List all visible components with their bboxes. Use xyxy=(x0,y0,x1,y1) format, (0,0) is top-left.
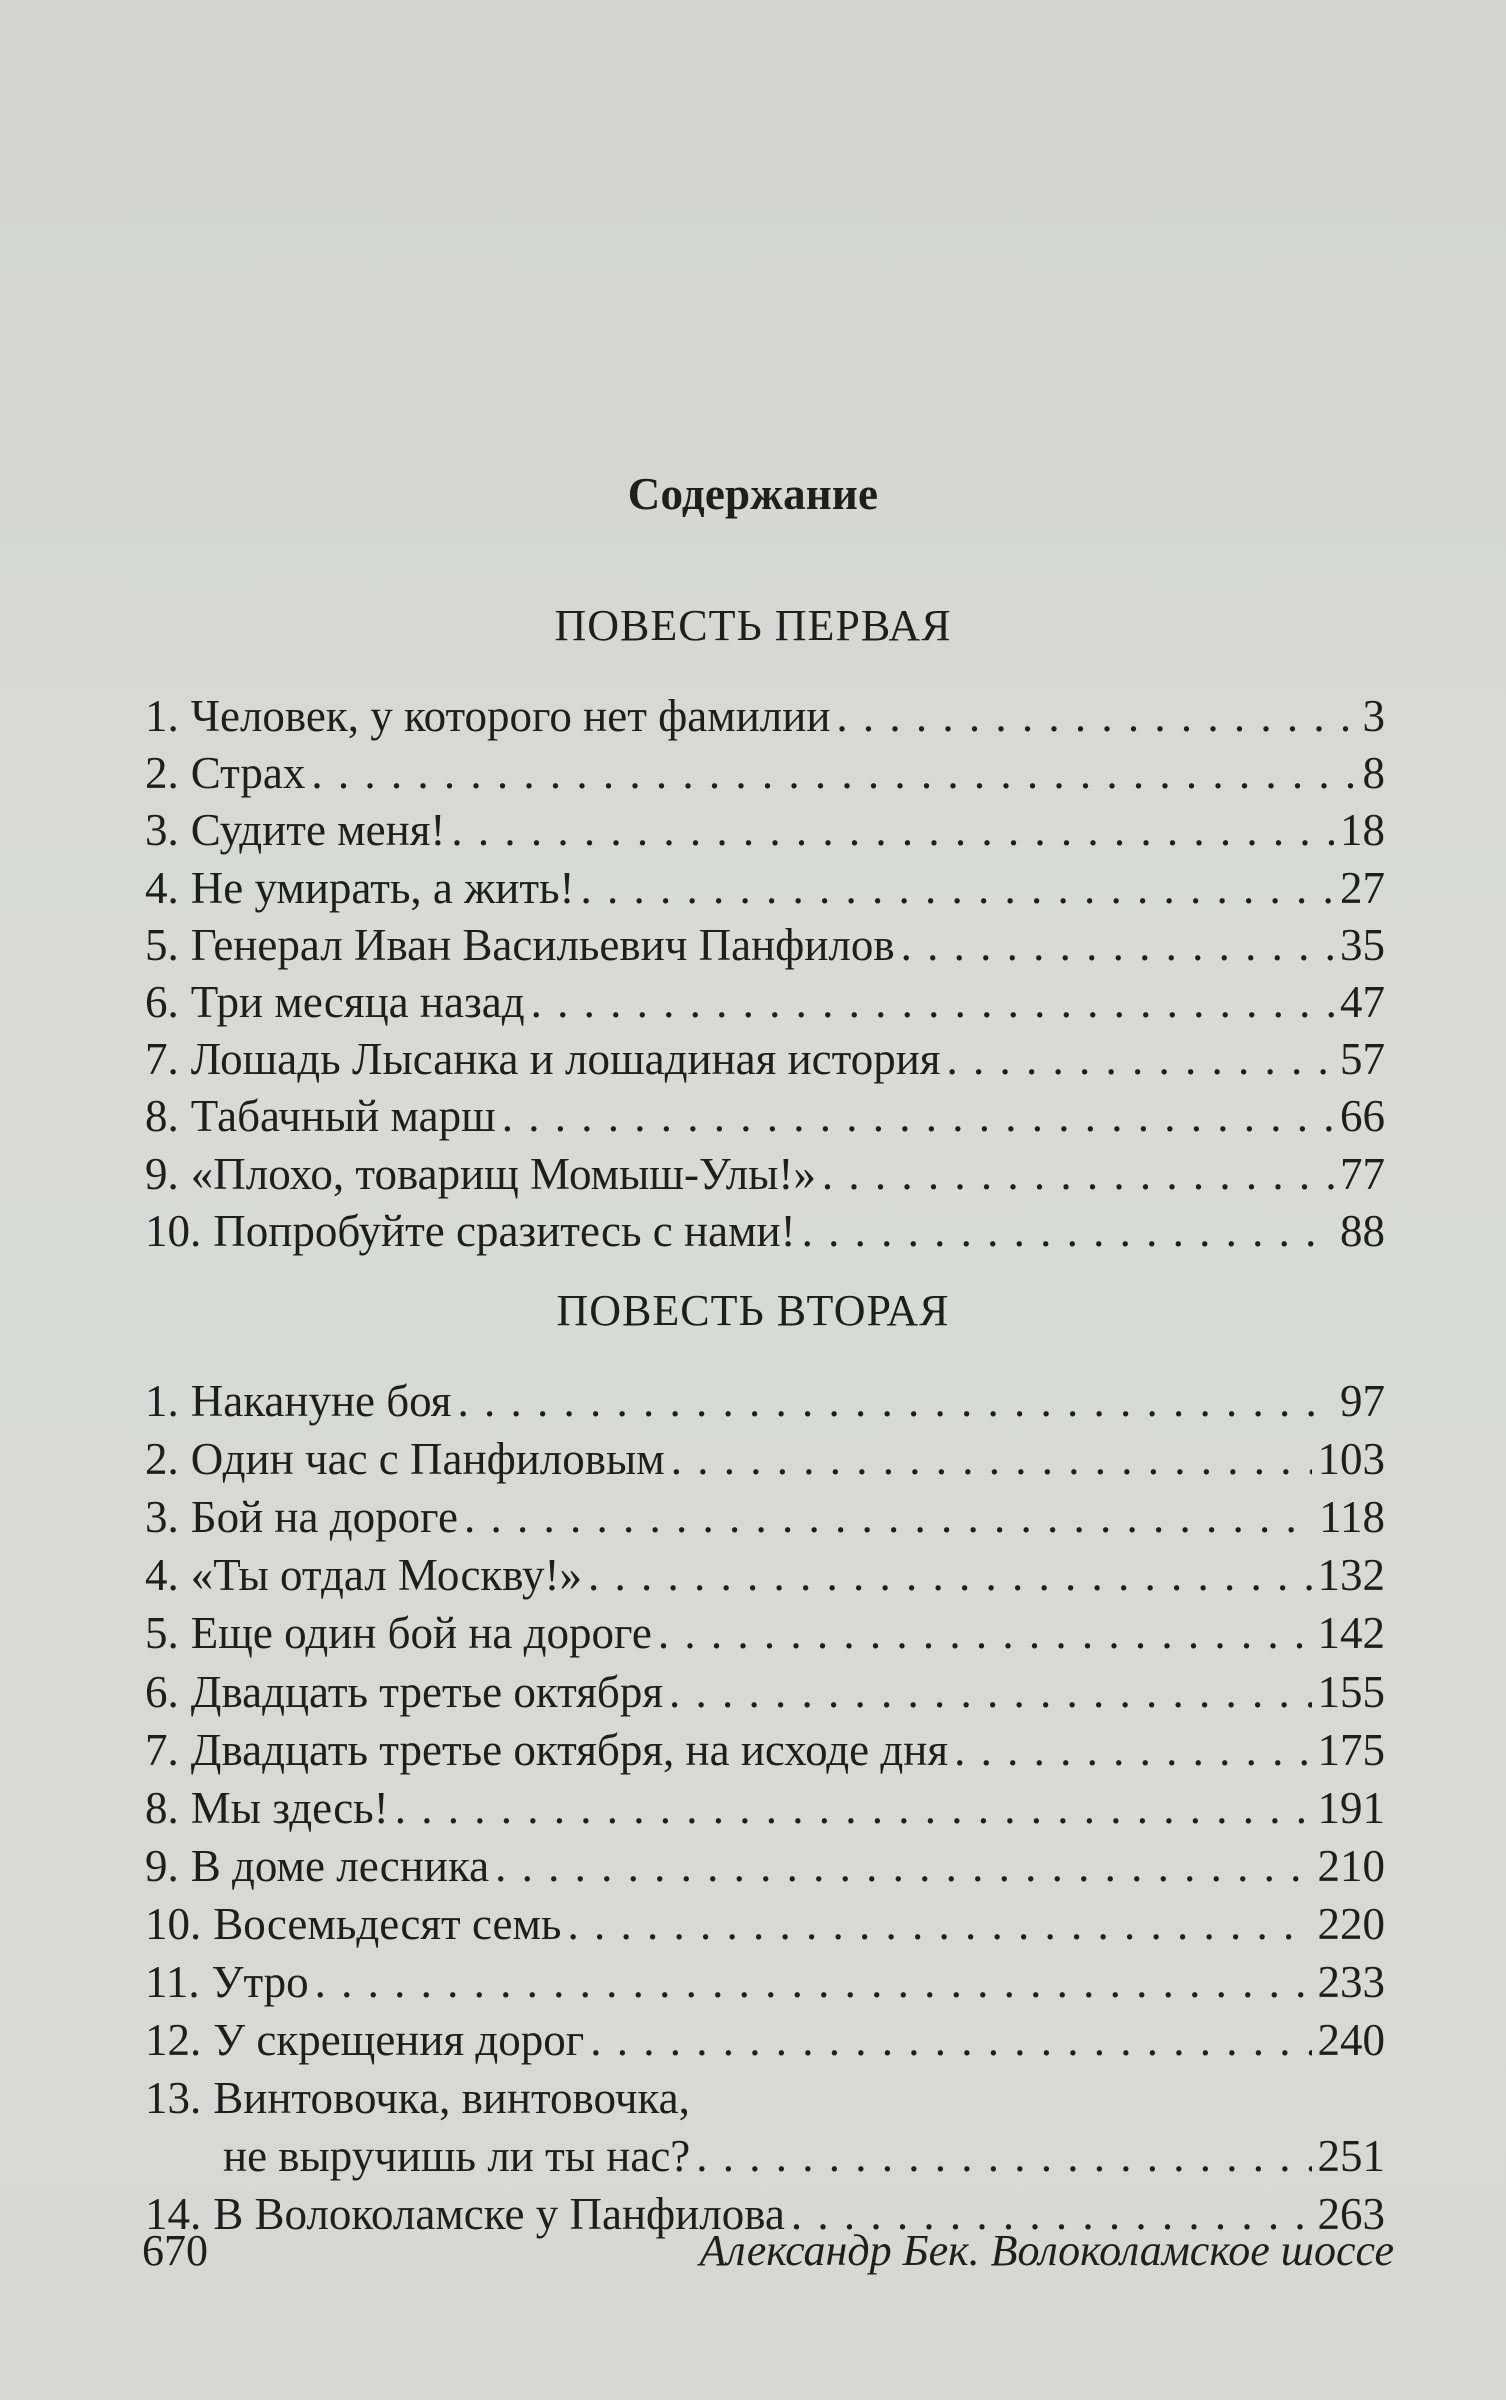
toc-entry-title: Накануне боя xyxy=(190,1376,452,1426)
toc-entry-page: 57 xyxy=(1340,1034,1385,1085)
toc-entry-page: 97 xyxy=(1340,1376,1385,1426)
toc-entry xyxy=(145,1605,1385,1661)
page-number: 670 xyxy=(142,2226,208,2275)
toc-leader-dots xyxy=(496,1088,1334,1144)
toc-entry-number: 8. xyxy=(145,1091,179,1142)
toc-entry xyxy=(145,1896,1385,1952)
toc-leader-dots xyxy=(690,2128,1311,2184)
toc-entry xyxy=(145,1722,1385,1778)
toc-entry-title: Двадцать третье октября, на исходе дня xyxy=(190,1724,949,1775)
toc-entry-number: 10. xyxy=(145,1205,202,1256)
toc-leader-dots xyxy=(816,1146,1334,1202)
toc-entry-number: 6. xyxy=(145,977,179,1027)
toc-leader-dots xyxy=(389,1780,1312,1836)
toc-entry-title: Попробуйте сразитесь с нами! xyxy=(213,1205,796,1256)
toc-entry-title: Страх xyxy=(190,748,306,799)
toc-entry-page: 240 xyxy=(1317,2015,1385,2066)
toc-entry-title: В Волоколамске у Панфилова xyxy=(213,2189,785,2240)
toc-entry-page: 47 xyxy=(1340,977,1385,1027)
toc-leader-dots xyxy=(561,1896,1311,1952)
toc-entry-number: 8. xyxy=(145,1782,179,1833)
toc-entry-title: «Плохо, товарищ Момыш-Улы!» xyxy=(190,1148,816,1199)
toc-entry-page: 175 xyxy=(1317,1724,1385,1775)
toc-entry-number: 9. xyxy=(145,1148,179,1199)
toc-entry xyxy=(145,1664,1385,1720)
toc-entry-number: 2. xyxy=(145,1434,179,1485)
toc-entry-title: В доме лесника xyxy=(190,1840,490,1891)
toc-entry-number: 12. xyxy=(145,2015,202,2066)
toc-entry xyxy=(145,1547,1385,1603)
toc-entry-title: Еще один бой на дороге xyxy=(190,1608,652,1659)
toc-entry xyxy=(145,2070,1385,2126)
toc-entry-page: 77 xyxy=(1340,1148,1385,1199)
toc-entry-page: 220 xyxy=(1317,1898,1385,1949)
toc-entry-title: Табачный марш xyxy=(190,1091,496,1142)
toc-leader-dots xyxy=(305,745,1356,801)
running-title: Александр Бек. Волоколамское шоссе xyxy=(699,2226,1394,2275)
toc-entry xyxy=(145,1146,1385,1202)
toc-entry-title: Человек, у которого нет фамилии xyxy=(190,691,831,741)
toc-entry-page: 263 xyxy=(1317,2189,1385,2240)
toc-entry-number: 7. xyxy=(145,1724,179,1775)
toc-entry-number: 13. xyxy=(145,2073,202,2124)
toc-entry-title: Не умирать, а жить! xyxy=(190,862,575,913)
toc-entry-number: 7. xyxy=(145,1034,179,1085)
toc-entry-continuation xyxy=(145,2128,1385,2184)
toc-leader-dots xyxy=(582,1547,1312,1603)
toc-entry xyxy=(145,1954,1385,2010)
toc-leader-dots xyxy=(584,2012,1311,2068)
toc-leader-dots xyxy=(830,688,1356,744)
toc-leader-dots xyxy=(575,860,1334,916)
toc-entry-page: 8 xyxy=(1362,748,1385,799)
toc-entry-number: 9. xyxy=(145,1840,179,1891)
toc-entry-number: 5. xyxy=(145,919,179,970)
toc-entry-title: Бой на дороге xyxy=(190,1492,458,1543)
toc-leader-dots xyxy=(652,1605,1312,1661)
toc-leader-dots xyxy=(309,1954,1312,2010)
toc-entry-page: 88 xyxy=(1340,1205,1385,1256)
toc-entry xyxy=(145,688,1385,744)
toc-entry xyxy=(145,1838,1385,1894)
toc-entry-title: Двадцать третье октября xyxy=(190,1666,664,1717)
toc-entry xyxy=(145,1780,1385,1836)
toc-entry-title: Утро xyxy=(211,1957,309,2007)
toc-entry-title: «Ты отдал Москву!» xyxy=(190,1550,582,1601)
toc-entry-title: Лошадь Лысанка и лошадиная история xyxy=(190,1034,941,1085)
toc-entry-title: Восемьдесят семь xyxy=(213,1898,562,1949)
toc-entry-number: 4. xyxy=(145,1550,179,1601)
toc-leader-dots xyxy=(452,1373,1335,1429)
toc-entry xyxy=(145,1431,1385,1487)
part-one-heading: ПОВЕСТЬ ПЕРВАЯ xyxy=(554,601,952,650)
toc-entry-title: Один час с Панфиловым xyxy=(190,1434,665,1485)
toc-entry-number: 2. xyxy=(145,748,179,799)
toc-entry-page: 103 xyxy=(1317,1434,1385,1485)
toc-entry-number: 1. xyxy=(145,691,179,741)
toc-entry-page: 155 xyxy=(1317,1666,1385,1717)
toc-entry-page: 233 xyxy=(1317,1957,1385,2007)
toc-entry xyxy=(145,860,1385,916)
toc-entry xyxy=(145,974,1385,1030)
page-title: Содержание xyxy=(627,469,879,519)
toc-entry xyxy=(145,1203,1385,1259)
toc-entry-title: Винтовочка, винтовочка, xyxy=(213,2073,690,2124)
toc-entry-title: Генерал Иван Васильевич Панфилов xyxy=(190,919,895,970)
toc-leader-dots xyxy=(458,1489,1313,1545)
toc-leader-dots xyxy=(940,1031,1334,1087)
toc-leader-dots xyxy=(525,974,1334,1030)
toc-entry xyxy=(145,1088,1385,1144)
toc-entry-title: Мы здесь! xyxy=(190,1782,389,1833)
toc-entry-number: 11. xyxy=(145,1957,200,2007)
toc-leader-dots xyxy=(445,802,1334,858)
toc-entry-title-continuation: не выручишь ли ты нас? xyxy=(223,2131,691,2182)
toc-entry-page: 18 xyxy=(1340,805,1385,856)
toc-entry-number: 5. xyxy=(145,1608,179,1659)
toc-leader-dots xyxy=(948,1722,1311,1778)
toc-leader-dots xyxy=(489,1838,1311,1894)
toc-leader-dots xyxy=(895,917,1334,973)
toc-entry-number: 3. xyxy=(145,1492,179,1543)
toc-entry-page: 210 xyxy=(1317,1840,1385,1891)
toc-entry-title: Судите меня! xyxy=(190,805,446,856)
toc-entry-page: 35 xyxy=(1340,919,1385,970)
toc-entry-number: 10. xyxy=(145,1898,202,1949)
toc-entry-page: 27 xyxy=(1340,862,1385,913)
toc-entry xyxy=(145,1373,1385,1429)
toc-entry-number: 3. xyxy=(145,805,179,856)
toc-leader-dots xyxy=(663,1664,1311,1720)
toc-entry xyxy=(145,745,1385,801)
toc-entry-number: 4. xyxy=(145,862,179,913)
toc-entry xyxy=(145,1489,1385,1545)
toc-entry-number: 14. xyxy=(145,2189,202,2240)
part-two-heading: ПОВЕСТЬ ВТОРАЯ xyxy=(556,1286,950,1335)
toc-entry-title: У скрещения дорог xyxy=(213,2015,585,2066)
toc-entry xyxy=(145,917,1385,973)
toc-entry-page: 118 xyxy=(1319,1492,1385,1543)
toc-entry xyxy=(145,802,1385,858)
toc-entry-page: 66 xyxy=(1340,1091,1385,1142)
toc-entry-number: 6. xyxy=(145,1666,179,1717)
toc-entry xyxy=(145,1031,1385,1087)
toc-entry-title: Три месяца назад xyxy=(190,977,525,1027)
toc-entry-page: 142 xyxy=(1317,1608,1385,1659)
toc-leader-dots xyxy=(665,1431,1312,1487)
toc-entry-page: 132 xyxy=(1317,1550,1385,1601)
toc-entry-page: 251 xyxy=(1317,2131,1385,2182)
toc-entry-number: 1. xyxy=(145,1376,179,1426)
toc-leader-dots xyxy=(796,1203,1334,1259)
toc-entry-page: 191 xyxy=(1317,1782,1385,1833)
toc-entry xyxy=(145,2012,1385,2068)
toc-entry-page: 3 xyxy=(1362,691,1385,741)
